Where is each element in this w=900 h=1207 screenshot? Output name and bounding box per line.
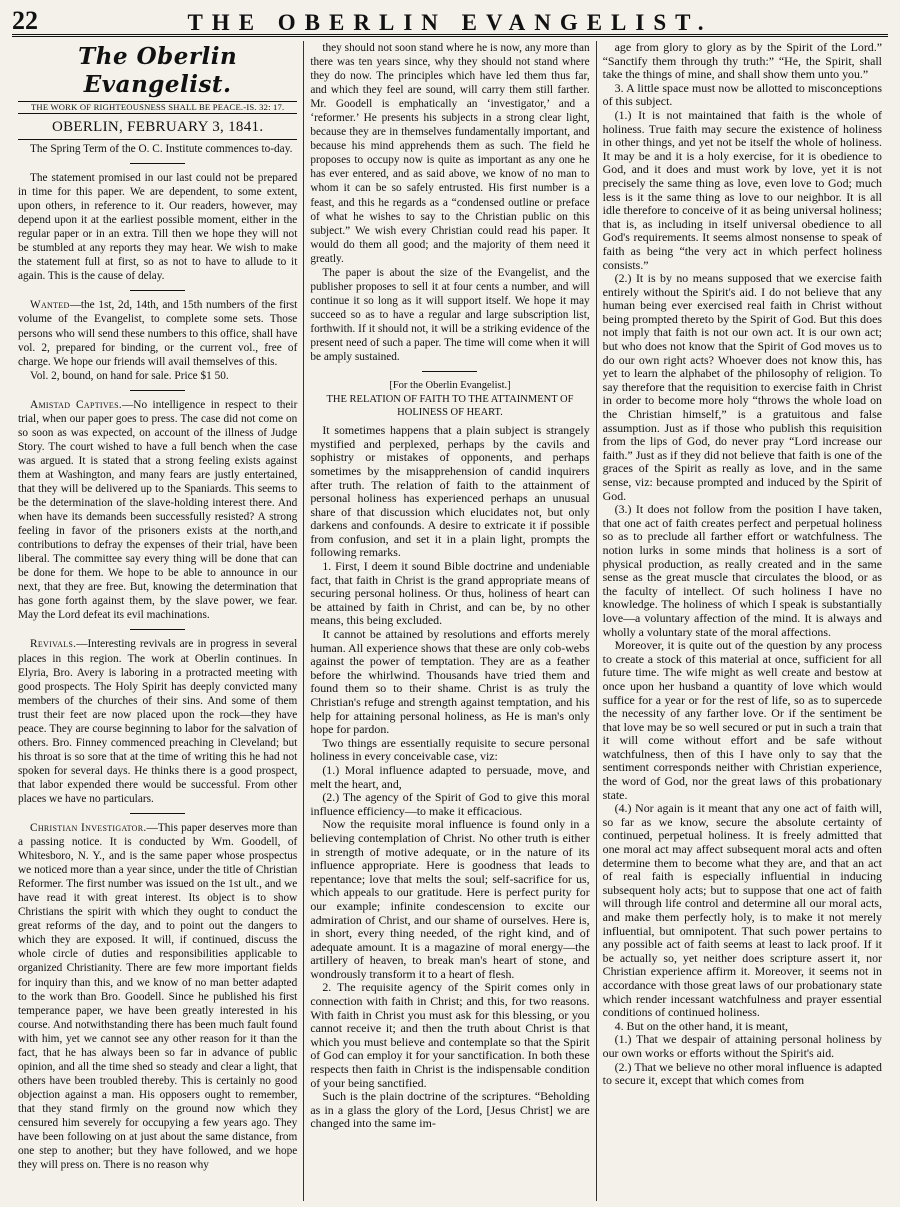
paragraph: (2.) The agency of the Spirit of God to give this moral influence efficiency—to make it efficacious. — [310, 790, 590, 818]
article-byline: [For the Oberlin Evangelist.] — [389, 380, 511, 392]
paragraph: 2. The requisite agency of the Spirit comes only in connection with faith in Christ; and this, for two reasons. With faith in Christ you must ask for this blessing, or you cannot receive it; and then the truth about Christ is that which you must believe and contemplate so that the Spirit of God can employ it for your sanctification. In both these respects then faith in Christ is the indispensable condition of your being sanctified. — [310, 980, 590, 1090]
paragraph: (2.) That we believe no other moral influence is adapted to secure it, except that which comes from — [602, 1059, 882, 1088]
statement-notice: The statement promised in our last could not be prepared in time for this paper. We are dependent, to some extent, upon others, in reference to it. Our readers, however, may depend upon it at the earliest possible moment, either in the regular paper or in an extra. Till then we hope they will not be stumbled at any reports they may hear. We wish to make the statement full at first, so as not to have to allude to it again. This is the cause of delay. — [18, 172, 298, 283]
columns — [12, 41, 888, 1201]
paragraph: Such is the plain doctrine of the scriptures. “Beholding as in a glass the glory of the Lord, [Jesus Christ] we are changed into the same im- — [310, 1089, 590, 1131]
masthead-motto: THE WORK OF RIGHTEOUSNESS SHALL BE PEACE.-IS. 32: 17. — [18, 101, 297, 114]
revivals-heading: Revivals. — [30, 638, 77, 651]
faith-article-body — [310, 424, 589, 1131]
paragraph: (4.) Nor again is it meant that any one act of faith will, so far as we know, secure the absolute certainty of continued, perpetual holiness. It is freely admitted that one moral act may affect subsequent moral acts and often determine them to become what they are, and that an act of real faith is especially influential in inducing subsequent holy acts; but to suppose that one act of faith will through life control and determine all our moral acts, and make them perfectly holy, is to make it not merely influential, but omnipotent. That such power pertains to any possible act of faith seems at least to lack proof. If it be actually so, yet neither does scripture assert it, nor Christian experience affirm it. Moreover, it seems not in accordance with those great laws of our probationary state which render incessant watchfulness and prayer essential conditions of continued holiness. — [602, 801, 882, 1020]
investigator-continuation: they should not soon stand where he is now, any more than there was ten years since, why they should not stand where they do now. The principles which have led them thus far, and which they feel are sound, will carry them still farther. Mr. Goodell is emphatically an ‘investigator,’ and a ‘reformer.’ He presents his subjects in a strong clear light, because they are in themselves fundamentally important, and because his mind apprehends them as such. The field he proposes to occupy now is quite as important as any one he has ever entered, and as said above, we know of no man to whom it can be so safely entrusted. His first number is a feast, and this he regards as a “condensed outline or preface of what he wishes to say to the Christian public on this subject.” We wish every Christian could read his paper. It would do them all good; and the majority of them need it greatly. — [310, 42, 590, 265]
paper-size-notice: The paper is about the size of the Evangelist, and the publisher proposes to sell it at four cents a number, and will continue it so long as it will support itself. We hope it may succeed so as to have a regular and large subscription list, forthwith. If it should not, it will be a striking evidence of the present need of such a paper. The time will come when it will be amply sustained. — [310, 266, 590, 364]
column-3 — [596, 41, 888, 1201]
paragraph: 1. First, I deem it sound Bible doctrine and undeniable fact, that faith in Christ is the grand appropriate means of securing personal holiness. Or thus, holiness of heart can be attained by faith in Christ, and can be, by no other means, this being excluded. — [310, 559, 590, 628]
investigator-text: —This paper deserves more than a passing notice. It is conducted by Wm. Goodell, of Whitesboro, N. Y., and is the same paper whose prospectus we noticed more than a year since, under the title of Christian Reformer. The first number was issued on the 1st ult., and we have read it with great interest. Its object is to show Christians the spirit with which they ought to conduct the great reforms of the day, and to point out the dangers to which they are exposed. It will, if continued, discuss the whole circle of duties and responsibilities applicable to organized Christianity. There are few more important fields for inquiry than this, and we know of no man better adapted to the work than Bro. Goodell. Since he published his first temperance paper, we have been greatly interested in his course. And notwithstanding there has been much fault found with him, yet we cannot see any other reason for it than the fact, that he has always been so far in advance of public opinion, and all the time shed so steady and clear a light, that others have been troubled thereby. This is certainly no good objection against a man. His opposers ought to remember, that they stand firmly on the ground now which they censured him severely for occupying a few years ago. They have been following on at just about the same distance, from one step to another; but they have followed, and we hope they will press on. There is no reason why — [18, 822, 298, 1172]
investigator-article — [18, 821, 297, 1172]
dateline: OBERLIN, FEBRUARY 3, 1841. — [18, 117, 297, 140]
paragraph: Moreover, it is quite out of the question by any process to create a stock of this material at once, sufficient for all future time. The wife might as well create and bestow at once upon her husband a quantity of love which would suffice for a year or for the rest of life, so as to supercede the necessity of any farther love. Or if the sentiment be that love may be so well secured or put in such a train that it will come without effort and be safe without watchfulness, then of this I have only to say that the sentiment corresponds neither with Christian experience, the word of God, nor the great laws of this probationary state. — [602, 638, 882, 802]
paragraph: Two things are essentially requisite to secure personal holiness in every conceivable case, viz: — [310, 735, 590, 764]
divider — [130, 629, 185, 630]
divider — [130, 290, 185, 291]
paragraph: Now the requisite moral influence is found only in a believing contemplation of Christ. No other truth is either in strength of motive adequate, or in the nature of its influence appropriate. Here is goodness that leads to repentance; love that melts the soul; self-sacrifice for us, which appeals to our gratitude. Here is perfect purity for our example; infinite condescension to excite our admiration of Christ, and our shame of ourselves. Here is, in short, every thing needed, of the right kind, and of adequate amount. It is a magazine of moral energy—the artillery of heaven, to break man's heart of stone, and wondrously transform it to a heart of flesh. — [310, 817, 590, 981]
wanted-notice — [18, 298, 297, 368]
paragraph: 3. A little space must now be allotted to misconceptions of this subject. — [602, 80, 882, 109]
revivals-text: —Interesting revivals are in progress in several places in this region. The work at Oberlin continues. In Elyria, Bro. Avery is laboring in a protracted meeting with good prospects. The Holy Spirit has deeply convicted many members of the churches of their sins. And some of them trust their feet are now placed upon the rock—they have peace. They are course beginning to labor for the salvation of others. Bro. Finney commenced preaching in Cleveland; but his throat is so sore that at the time of writing this he had not spoken for several days. He thinks there is a good prospect, that labor expended there would be successful. From other places we have no particulars. — [18, 638, 298, 805]
page-header — [12, 0, 888, 37]
column-1 — [12, 41, 303, 1201]
article-title: THE RELATION OF FAITH TO THE ATTAINMENT OF HOLINESS OF HEART. — [326, 394, 574, 418]
revivals-article — [18, 637, 297, 806]
spring-term-notice: The Spring Term of the O. C. Institute commences to-day. — [30, 143, 293, 155]
masthead-title: The Oberlin Evangelist. — [78, 43, 238, 98]
investigator-heading: Christian Investigator. — [30, 822, 147, 835]
vol2-notice: Vol. 2, bound, on hand for sale. Price $1 50. — [30, 369, 229, 382]
running-title: THE OBERLIN EVANGELIST. — [187, 10, 713, 35]
column-2 — [303, 41, 595, 1201]
paragraph: It cannot be attained by resolutions and efforts merely human. All experience shows that these are only cob-webs against the power of temptation. They are as a feather before the whirlwind. Thousands have tried them and found them so to their shame. Christ is as truly the Christian's refuge and strength against temptation, and his help for attaining personal holiness, as He is man's only hope for pardon. — [310, 627, 590, 737]
divider — [130, 813, 185, 814]
amistad-article — [18, 398, 297, 623]
paragraph: (1.) That we despair of attaining personal holiness by our own works or efforts without the Spirit's aid. — [602, 1032, 882, 1060]
paragraph: (1.) Moral influence adapted to persuade, move, and melt the heart, and, — [310, 762, 590, 791]
paragraph: age from glory to glory as by the Spirit of the Lord.” “Sanctify them through thy truth:” “He, the Spirit, shall take the things of mine, and shall show them unto you.” — [602, 41, 882, 82]
paragraph: (1.) It is not maintained that faith is the whole of holiness. True faith may secure the existence of holiness in other things, and yet not be itself the whole of holiness. It may be and it is a holy exercise, for it is obedience to God, and it does and must work by love, yet it is not precisely the same thing as love, even love to God; much less is it the same thing as love to our neighbor. It is all idle therefore to conceive of it as being universal holiness; that is, as including in itself universal obedience to all God's requirements. It seems almost nonsense to speak of faith as being “the very act in which perfect holiness consists.” — [602, 107, 882, 272]
divider — [422, 371, 477, 372]
amistad-heading: Amistad Captives. — [30, 398, 122, 411]
divider — [130, 390, 185, 391]
divider — [130, 163, 185, 164]
paragraph: 4. But on the other hand, it is meant, — [614, 1018, 789, 1033]
amistad-text: —No intelligence in respect to their trial, when our paper goes to press. The case did not come on so soon as was expected, on account of the illness of Judge Story. The court wished to have a full bench when the case was argued. It is stated that a strong feeling exists against them at Washington, and many fears are justly entertained, that they will be delivered up to the Spaniards. This seems to be the determination of the slave-holding interest there. And when have its demands been successfully resisted? A strong feeling in favor of the prisoners exists at the north,and contributions to defray the expenses of their trial, have been liberal. The committee say every thing will be done that can be done for them. We hope to be able to announce in our next, that they are free. But, knowing the determination that has gone forth against them, by the slave power, we fear. May the Lord defeat its evil machinations. — [18, 398, 298, 622]
page-number: 22 — [12, 6, 38, 35]
paragraph: (3.) It does not follow from the position I have taken, that one act of faith creates perfect and perpetual holiness so as to preclude all farther effort or watchfulness. The notion lurks in some minds that holiness is a sort of physical production, as really created and in the same sense as the great muscle that circulates the blood, or as the faculty of intellect. Of such holiness I have no knowledge. The holiness of which I speak is substantially love—a voluntary affection of the mind. It is always and wholly a voluntary state of the moral affections. — [602, 502, 882, 639]
wanted-heading: Wanted — [30, 299, 70, 312]
paragraph: It sometimes happens that a plain subject is strangely mystified and perplexed, perhaps by the cavils and sophistry or mistakes of opponents, and perhaps sometimes by the misapprehension of candid inquirers after truth. The relation of faith to the attainment of personal holiness has experienced perhaps an unusual share of that discussion which elucidates not, but only darkens and confounds. A desire to extricate it if possible from confusion, and set it in a plain light, prompts the following remarks. — [310, 423, 590, 560]
wanted-text: —the 1st, 2d, 14th, and 15th numbers of the first volume of the Evangelist, to complete some sets. Those persons who will send these numbers to this office, shall have vol. 2, prepared for binding, or the current vol., free of charge. We hope our friends will avail themselves of this. — [18, 299, 298, 368]
paragraph: (2.) It is by no means supposed that we exercise faith entirely without the Spirit's aid. I do not believe that any human being ever exercised real faith in Christ without being prompted thereto by the Spirit of God. But this does not imply that faith is not our own act. It is our own act; but who does not know that the Spirit of God moves us to do our own right acts? Whoever does not know this, has yet to learn the alphabet of the philosophy of religion. To say therefore that the requisition to exercise faith in Christ in order to become more holy “throws the whole load on the Christian himself,” is a gratuitous and false assumption. Just as if those who publish this requisition from the lips of God, do never pray “Lord increase our faith.” Just as if they did not believe that faith is one of the graces of the Spirit as really as love, and in the same sense, viz: because prompted and induced by the Spirit of God. — [602, 271, 882, 503]
